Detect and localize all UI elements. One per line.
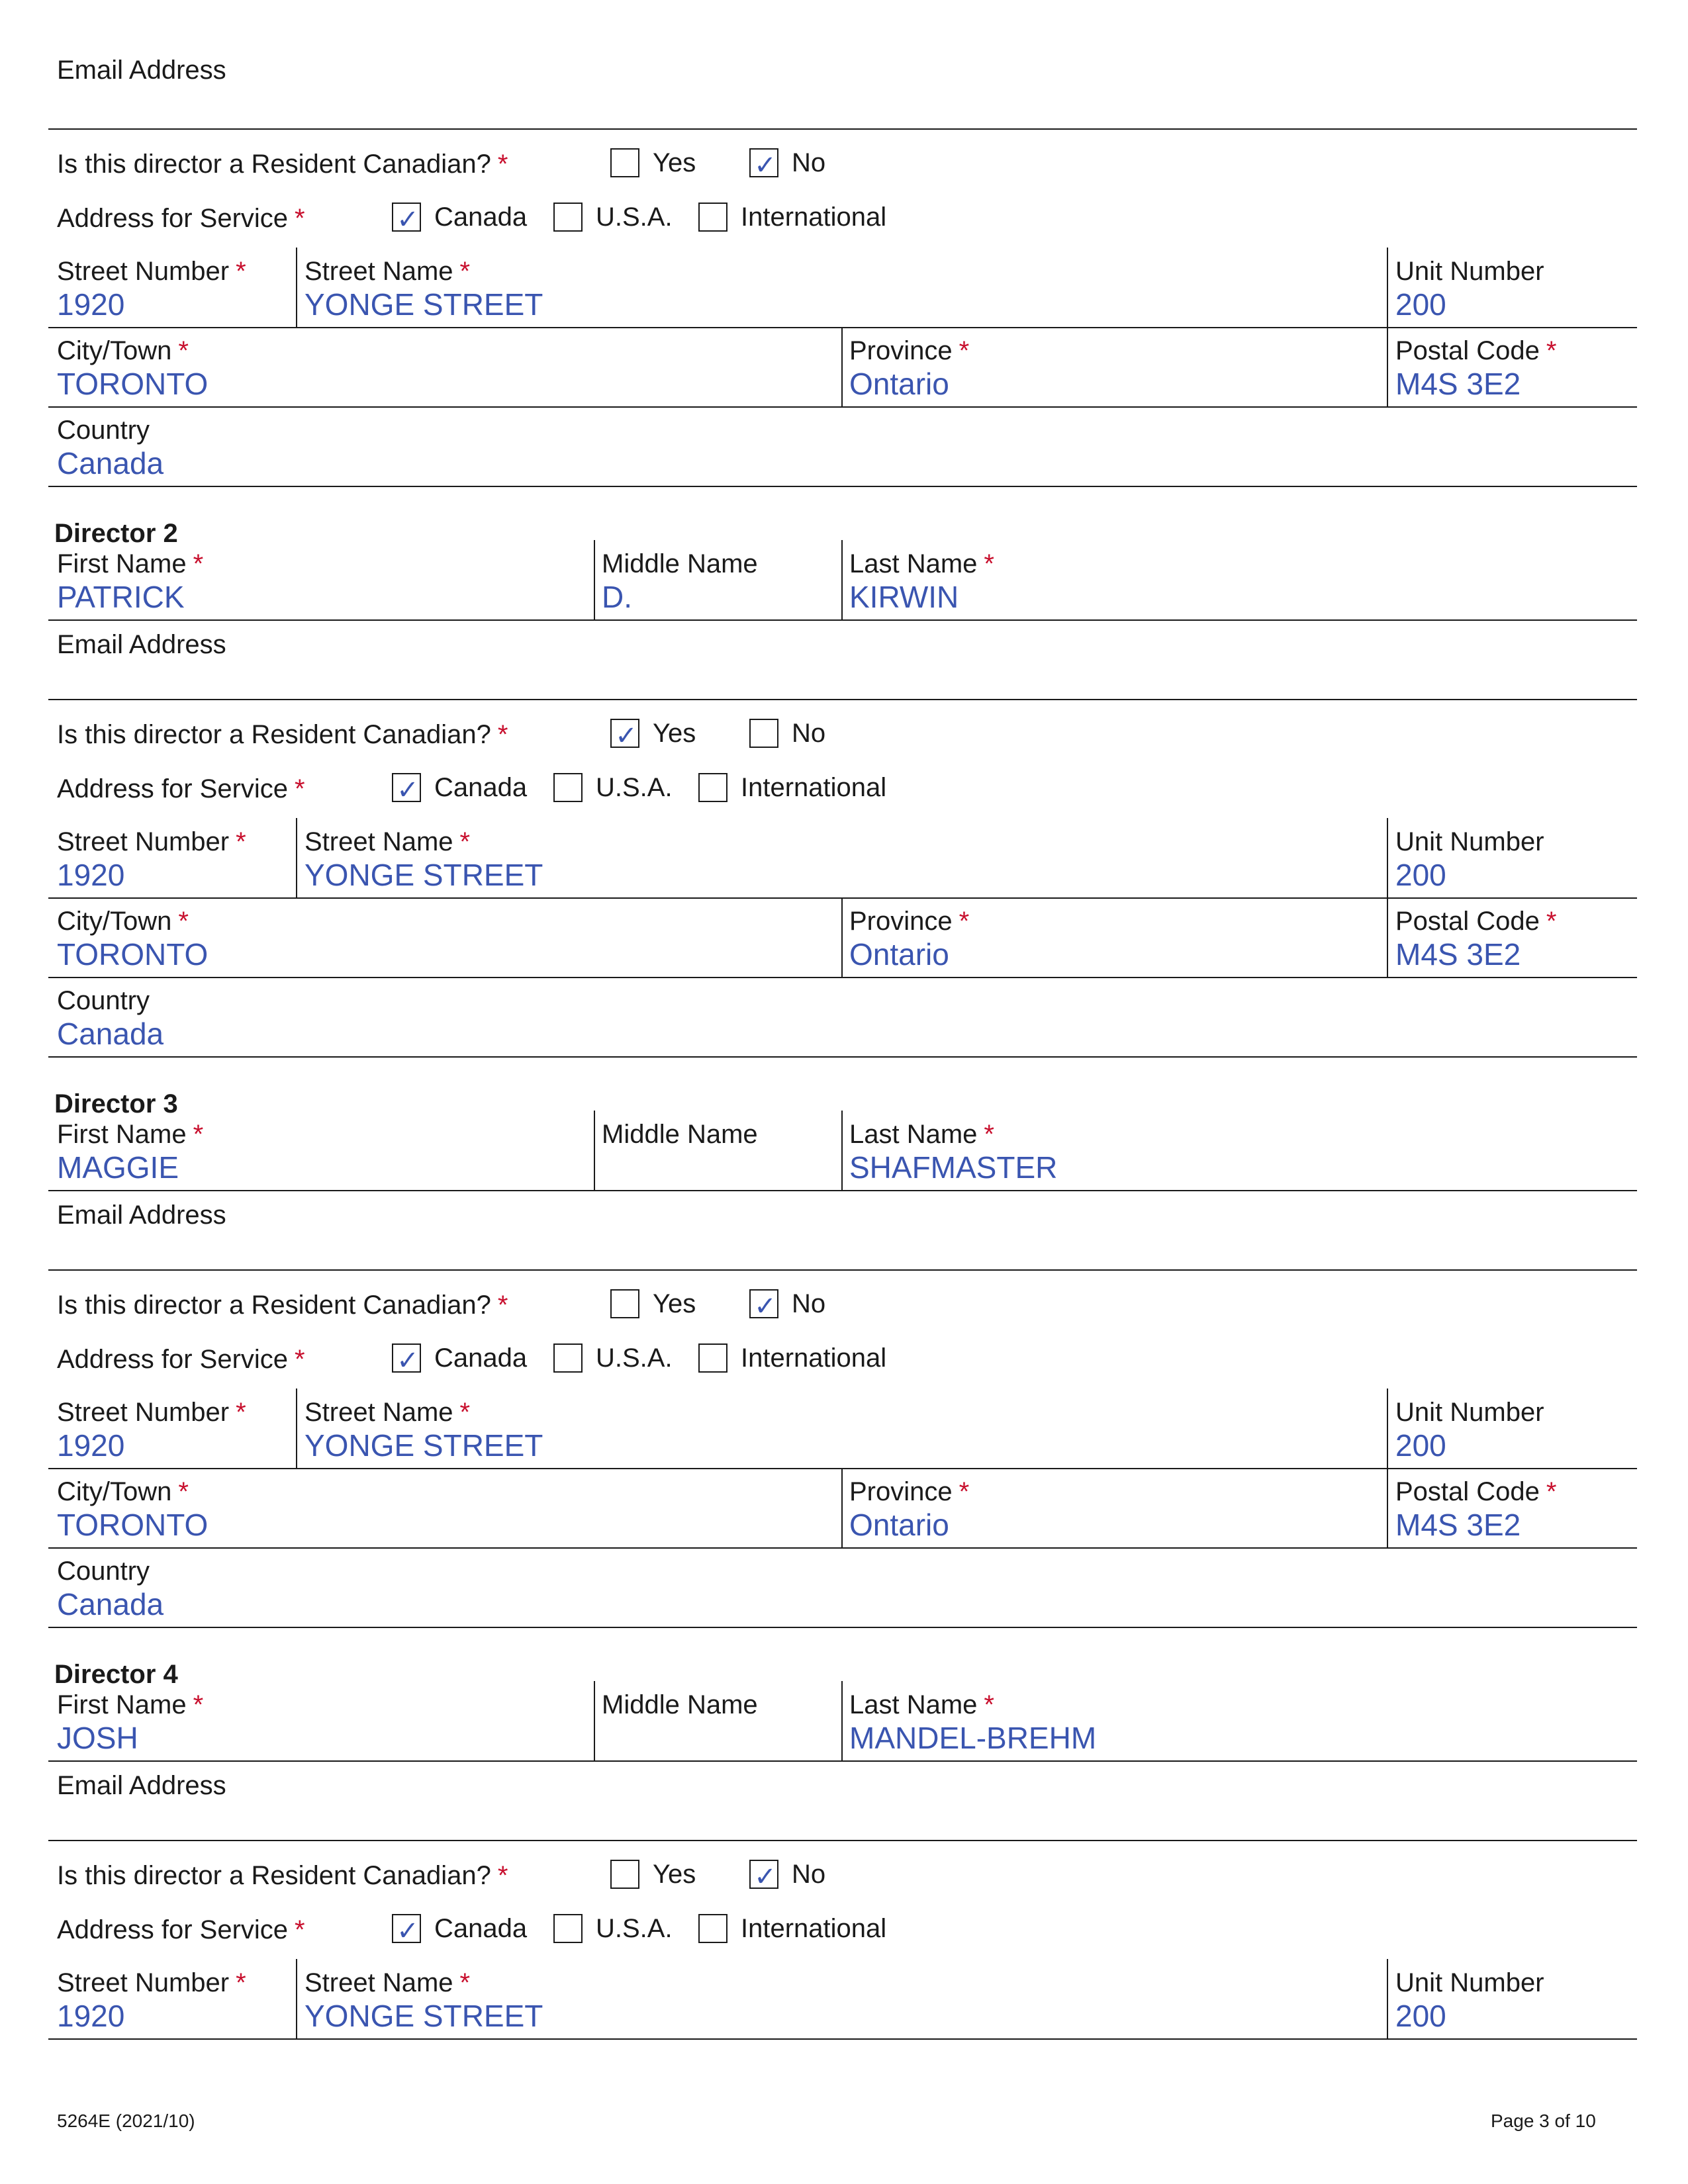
required-asterisk: *	[984, 549, 994, 578]
required-asterisk: *	[497, 150, 508, 179]
last-name-field[interactable]: KIRWIN	[849, 580, 959, 614]
city-label-text: City/Town	[57, 336, 172, 365]
address-for-service-label	[57, 1914, 305, 1946]
street-name-field[interactable]: YONGE STREET	[305, 1428, 543, 1463]
address-for-service-label-text: Address for Service	[57, 1345, 289, 1374]
first-name-label-text: First Name	[57, 1120, 187, 1149]
postal-code-label-text: Postal Code	[1395, 907, 1540, 936]
last-name-field[interactable]: MANDEL-BREHM	[849, 1721, 1097, 1755]
cell-divider	[1387, 1959, 1388, 2038]
country-field[interactable]: Canada	[57, 446, 164, 480]
province-field[interactable]: Ontario	[849, 1508, 949, 1542]
middle-name-label	[602, 548, 758, 580]
service-canada-checkbox[interactable]	[392, 1343, 421, 1376]
cell-divider	[1387, 1468, 1388, 1547]
cell-divider	[1387, 327, 1388, 406]
service-usa-option-label: U.S.A.	[596, 203, 673, 232]
rule-line	[48, 128, 1637, 130]
email-label	[57, 1199, 226, 1231]
resident-yes-option[interactable]	[610, 716, 696, 751]
country-field[interactable]: Canada	[57, 1587, 164, 1621]
email-label	[57, 1770, 226, 1801]
unit-number-label	[1395, 826, 1544, 858]
rule-line	[48, 619, 1637, 621]
page-number: Page 3 of 10	[1491, 2111, 1596, 2131]
service-international-option[interactable]	[698, 1911, 886, 1946]
unit-number-label	[1395, 1967, 1544, 1999]
city-field[interactable]: TORONTO	[57, 1508, 209, 1542]
required-asterisk: *	[459, 1398, 471, 1427]
cell-divider	[1387, 818, 1388, 897]
rule-line	[48, 2038, 1637, 2040]
resident-no-option-label: No	[792, 1289, 826, 1318]
rule-line	[48, 406, 1637, 408]
required-asterisk: *	[178, 1477, 189, 1506]
service-international-checkbox[interactable]	[698, 1914, 727, 1943]
service-international-option-label: International	[741, 773, 887, 802]
cell-divider	[296, 248, 297, 327]
street-name-label	[305, 826, 470, 858]
check-icon: ✓	[754, 1862, 776, 1892]
resident-no-option-label: No	[792, 1860, 826, 1889]
email-label-text: Email Address	[57, 56, 226, 85]
required-asterisk: *	[459, 1968, 471, 1997]
required-asterisk: *	[497, 720, 508, 749]
required-asterisk: *	[497, 1861, 508, 1890]
cell-divider	[841, 1681, 843, 1760]
cell-divider	[841, 897, 843, 977]
resident-yes-option[interactable]	[610, 1857, 696, 1891]
service-usa-checkbox[interactable]	[553, 1343, 583, 1373]
street-number-label-text: Street Number	[57, 827, 230, 856]
city-field[interactable]: TORONTO	[57, 937, 209, 972]
resident-yes-option-label: Yes	[653, 719, 696, 748]
required-asterisk: *	[959, 1477, 970, 1506]
first-name-field[interactable]: PATRICK	[57, 580, 185, 614]
cell-divider	[1387, 897, 1388, 977]
required-asterisk: *	[178, 336, 189, 365]
resident-yes-option[interactable]	[610, 1287, 696, 1321]
province-label	[849, 905, 969, 937]
service-canada-option-label: Canada	[434, 1914, 528, 1943]
postal-code-field[interactable]: M4S 3E2	[1395, 367, 1521, 401]
cell-divider	[296, 1388, 297, 1468]
street-number-field[interactable]: 1920	[57, 1428, 125, 1463]
street-name-label	[305, 1396, 470, 1428]
service-usa-option-label: U.S.A.	[596, 1914, 673, 1943]
city-label	[57, 1476, 189, 1508]
required-asterisk: *	[295, 204, 305, 233]
service-canada-checkbox[interactable]	[392, 203, 421, 235]
city-label	[57, 335, 189, 367]
resident-no-option[interactable]	[749, 1857, 825, 1891]
resident-no-option[interactable]	[749, 146, 825, 180]
check-icon: ✓	[754, 1291, 776, 1322]
director-heading: Director 4	[54, 1660, 178, 1689]
resident-no-checkbox[interactable]	[749, 719, 778, 748]
resident-yes-checkbox[interactable]	[610, 719, 639, 751]
resident-yes-checkbox[interactable]	[610, 1860, 639, 1889]
last-name-label	[849, 1118, 994, 1150]
required-asterisk: *	[193, 1120, 204, 1149]
required-asterisk: *	[193, 1690, 204, 1719]
director-heading: Director 3	[54, 1089, 178, 1118]
first-name-label	[57, 1118, 203, 1150]
service-usa-option-label: U.S.A.	[596, 773, 673, 802]
resident-question-label-text: Is this director a Resident Canadian?	[57, 150, 491, 179]
address-for-service-label	[57, 1343, 305, 1375]
province-label-text: Province	[849, 1477, 953, 1506]
street-number-label-text: Street Number	[57, 1398, 230, 1427]
street-number-label	[57, 826, 246, 858]
street-number-label	[57, 1967, 246, 1999]
service-usa-option[interactable]	[553, 1341, 673, 1375]
unit-number-label	[1395, 1396, 1544, 1428]
resident-question-label	[57, 1289, 508, 1321]
province-field[interactable]: Ontario	[849, 367, 949, 401]
street-number-field[interactable]: 1920	[57, 1999, 125, 2033]
unit-number-field[interactable]: 200	[1395, 287, 1446, 322]
resident-question-label-text: Is this director a Resident Canadian?	[57, 720, 491, 749]
resident-question-label	[57, 1860, 508, 1891]
check-icon: ✓	[397, 775, 419, 805]
rule-line	[48, 1760, 1637, 1762]
address-for-service-label-text: Address for Service	[57, 204, 289, 233]
street-number-field[interactable]: 1920	[57, 858, 125, 892]
service-international-checkbox[interactable]	[698, 773, 727, 802]
unit-number-field[interactable]: 200	[1395, 1428, 1446, 1463]
country-label-text: Country	[57, 986, 150, 1015]
country-label-text: Country	[57, 416, 150, 445]
unit-number-label-text: Unit Number	[1395, 1968, 1544, 1997]
required-asterisk: *	[236, 827, 246, 856]
city-field[interactable]: TORONTO	[57, 367, 209, 401]
service-canada-option-label: Canada	[434, 1343, 528, 1373]
street-name-field[interactable]: YONGE STREET	[305, 858, 543, 892]
service-canada-option[interactable]	[392, 1911, 527, 1946]
required-asterisk: *	[459, 257, 471, 286]
country-label-text: Country	[57, 1557, 150, 1586]
rule-line	[48, 897, 1637, 899]
address-for-service-label	[57, 773, 305, 805]
required-asterisk: *	[1546, 1477, 1557, 1506]
unit-number-label-text: Unit Number	[1395, 1398, 1544, 1427]
resident-yes-checkbox[interactable]	[610, 1289, 639, 1318]
required-asterisk: *	[236, 1968, 246, 1997]
street-name-label	[305, 255, 470, 287]
postal-code-field[interactable]: M4S 3E2	[1395, 937, 1521, 972]
service-canada-option[interactable]	[392, 1341, 527, 1375]
unit-number-field[interactable]: 200	[1395, 1999, 1446, 2033]
postal-code-label	[1395, 905, 1557, 937]
service-usa-checkbox[interactable]	[553, 203, 583, 232]
postal-code-label-text: Postal Code	[1395, 1477, 1540, 1506]
required-asterisk: *	[959, 907, 970, 936]
service-canada-option-label: Canada	[434, 203, 528, 232]
province-label	[849, 335, 969, 367]
required-asterisk: *	[295, 1915, 305, 1944]
street-name-label-text: Street Name	[305, 257, 453, 286]
country-label	[57, 985, 150, 1017]
cell-divider	[841, 327, 843, 406]
email-label	[57, 629, 226, 660]
rule-line	[48, 977, 1637, 978]
rule-line	[48, 327, 1637, 328]
service-canada-option[interactable]	[392, 200, 527, 234]
rule-line	[48, 1547, 1637, 1549]
rule-line	[48, 1627, 1637, 1628]
resident-no-option[interactable]	[749, 716, 825, 751]
required-asterisk: *	[984, 1690, 994, 1719]
resident-yes-option-label: Yes	[653, 1289, 696, 1318]
street-number-field[interactable]: 1920	[57, 287, 125, 322]
cell-divider	[296, 1959, 297, 2038]
service-canada-option[interactable]	[392, 770, 527, 805]
street-number-label	[57, 1396, 246, 1428]
street-name-label-text: Street Name	[305, 827, 453, 856]
cell-divider	[841, 1111, 843, 1190]
last-name-label-text: Last Name	[849, 1120, 978, 1149]
first-name-field[interactable]: JOSH	[57, 1721, 138, 1755]
last-name-label-text: Last Name	[849, 549, 978, 578]
required-asterisk: *	[459, 827, 471, 856]
resident-yes-option-label: Yes	[653, 148, 696, 177]
middle-name-label-text: Middle Name	[602, 549, 758, 578]
resident-no-option[interactable]	[749, 1287, 825, 1321]
resident-question-label-text: Is this director a Resident Canadian?	[57, 1291, 491, 1320]
resident-question-label	[57, 148, 508, 180]
cell-divider	[1387, 248, 1388, 327]
country-field[interactable]: Canada	[57, 1017, 164, 1051]
service-usa-checkbox[interactable]	[553, 773, 583, 802]
resident-no-option-label: No	[792, 719, 826, 748]
street-number-label-text: Street Number	[57, 1968, 230, 1997]
first-name-label	[57, 1689, 203, 1721]
service-usa-checkbox[interactable]	[553, 1914, 583, 1943]
province-field[interactable]: Ontario	[849, 937, 949, 972]
street-name-field[interactable]: YONGE STREET	[305, 287, 543, 322]
city-label	[57, 905, 189, 937]
unit-number-field[interactable]: 200	[1395, 858, 1446, 892]
resident-no-checkbox[interactable]	[749, 1289, 778, 1322]
address-for-service-label-text: Address for Service	[57, 1915, 289, 1944]
cell-divider	[841, 1468, 843, 1547]
required-asterisk: *	[193, 549, 204, 578]
required-asterisk: *	[236, 1398, 246, 1427]
required-asterisk: *	[1546, 336, 1557, 365]
service-canada-checkbox[interactable]	[392, 773, 421, 805]
resident-no-checkbox[interactable]	[749, 1860, 778, 1892]
city-label-text: City/Town	[57, 907, 172, 936]
service-international-option-label: International	[741, 203, 887, 232]
first-name-label-text: First Name	[57, 1690, 187, 1719]
resident-yes-option-label: Yes	[653, 1860, 696, 1889]
rule-line	[48, 1468, 1637, 1469]
province-label	[849, 1476, 969, 1508]
required-asterisk: *	[178, 907, 189, 936]
service-usa-option[interactable]	[553, 1911, 673, 1946]
resident-yes-checkbox[interactable]	[610, 148, 639, 177]
last-name-label	[849, 548, 994, 580]
required-asterisk: *	[295, 774, 305, 803]
service-usa-option[interactable]	[553, 200, 673, 234]
check-icon: ✓	[615, 721, 637, 751]
cell-divider	[296, 818, 297, 897]
postal-code-label	[1395, 335, 1557, 367]
cell-divider	[841, 540, 843, 619]
country-label	[57, 414, 150, 446]
middle-name-label	[602, 1689, 758, 1721]
address-for-service-label-text: Address for Service	[57, 774, 289, 803]
director-heading: Director 2	[54, 519, 178, 548]
required-asterisk: *	[1546, 907, 1557, 936]
address-for-service-label	[57, 203, 305, 234]
service-international-checkbox[interactable]	[698, 1343, 727, 1373]
postal-code-label	[1395, 1476, 1557, 1508]
required-asterisk: *	[959, 336, 970, 365]
service-usa-option[interactable]	[553, 770, 673, 805]
service-canada-option-label: Canada	[434, 773, 528, 802]
street-name-label-text: Street Name	[305, 1968, 453, 1997]
resident-yes-option[interactable]	[610, 146, 696, 180]
email-label-text: Email Address	[57, 1771, 226, 1800]
country-label	[57, 1555, 150, 1587]
first-name-field[interactable]: MAGGIE	[57, 1150, 179, 1185]
service-international-option[interactable]	[698, 1341, 886, 1375]
resident-no-option-label: No	[792, 148, 826, 177]
resident-no-checkbox[interactable]	[749, 148, 778, 181]
email-label-text: Email Address	[57, 630, 226, 659]
first-name-label	[57, 548, 203, 580]
street-name-label	[305, 1967, 470, 1999]
rule-line	[48, 1269, 1637, 1271]
required-asterisk: *	[497, 1291, 508, 1320]
service-international-checkbox[interactable]	[698, 203, 727, 232]
cell-divider	[594, 540, 595, 619]
cell-divider	[594, 1111, 595, 1190]
province-label-text: Province	[849, 336, 953, 365]
middle-name-label-text: Middle Name	[602, 1120, 758, 1149]
middle-name-field[interactable]: D.	[602, 580, 632, 614]
required-asterisk: *	[295, 1345, 305, 1374]
street-number-label-text: Street Number	[57, 257, 230, 286]
postal-code-field[interactable]: M4S 3E2	[1395, 1508, 1521, 1542]
city-label-text: City/Town	[57, 1477, 172, 1506]
postal-code-label-text: Postal Code	[1395, 336, 1540, 365]
check-icon: ✓	[754, 150, 776, 181]
rule-line	[48, 699, 1637, 700]
check-icon: ✓	[397, 1916, 419, 1946]
resident-question-label-text: Is this director a Resident Canadian?	[57, 1861, 491, 1890]
middle-name-label-text: Middle Name	[602, 1690, 758, 1719]
resident-question-label	[57, 719, 508, 751]
required-asterisk: *	[984, 1120, 994, 1149]
middle-name-label	[602, 1118, 758, 1150]
service-international-option[interactable]	[698, 200, 886, 234]
form-number: 5264E (2021/10)	[57, 2111, 195, 2131]
rule-line	[48, 1056, 1637, 1058]
unit-number-label	[1395, 255, 1544, 287]
street-number-label	[57, 255, 246, 287]
rule-line	[48, 486, 1637, 487]
first-name-label-text: First Name	[57, 549, 187, 578]
service-international-option-label: International	[741, 1914, 887, 1943]
cell-divider	[1387, 1388, 1388, 1468]
cell-divider	[594, 1681, 595, 1760]
service-canada-checkbox[interactable]	[392, 1914, 421, 1946]
check-icon: ✓	[397, 205, 419, 235]
service-usa-option-label: U.S.A.	[596, 1343, 673, 1373]
province-label-text: Province	[849, 907, 953, 936]
last-name-field[interactable]: SHAFMASTER	[849, 1150, 1058, 1185]
rule-line	[48, 1190, 1637, 1191]
street-name-label-text: Street Name	[305, 1398, 453, 1427]
last-name-label-text: Last Name	[849, 1690, 978, 1719]
rule-line	[48, 1840, 1637, 1841]
last-name-label	[849, 1689, 994, 1721]
required-asterisk: *	[236, 257, 246, 286]
service-international-option[interactable]	[698, 770, 886, 805]
email-label	[57, 54, 226, 86]
unit-number-label-text: Unit Number	[1395, 257, 1544, 286]
check-icon: ✓	[397, 1345, 419, 1376]
street-name-field[interactable]: YONGE STREET	[305, 1999, 543, 2033]
email-label-text: Email Address	[57, 1201, 226, 1230]
unit-number-label-text: Unit Number	[1395, 827, 1544, 856]
service-international-option-label: International	[741, 1343, 887, 1373]
